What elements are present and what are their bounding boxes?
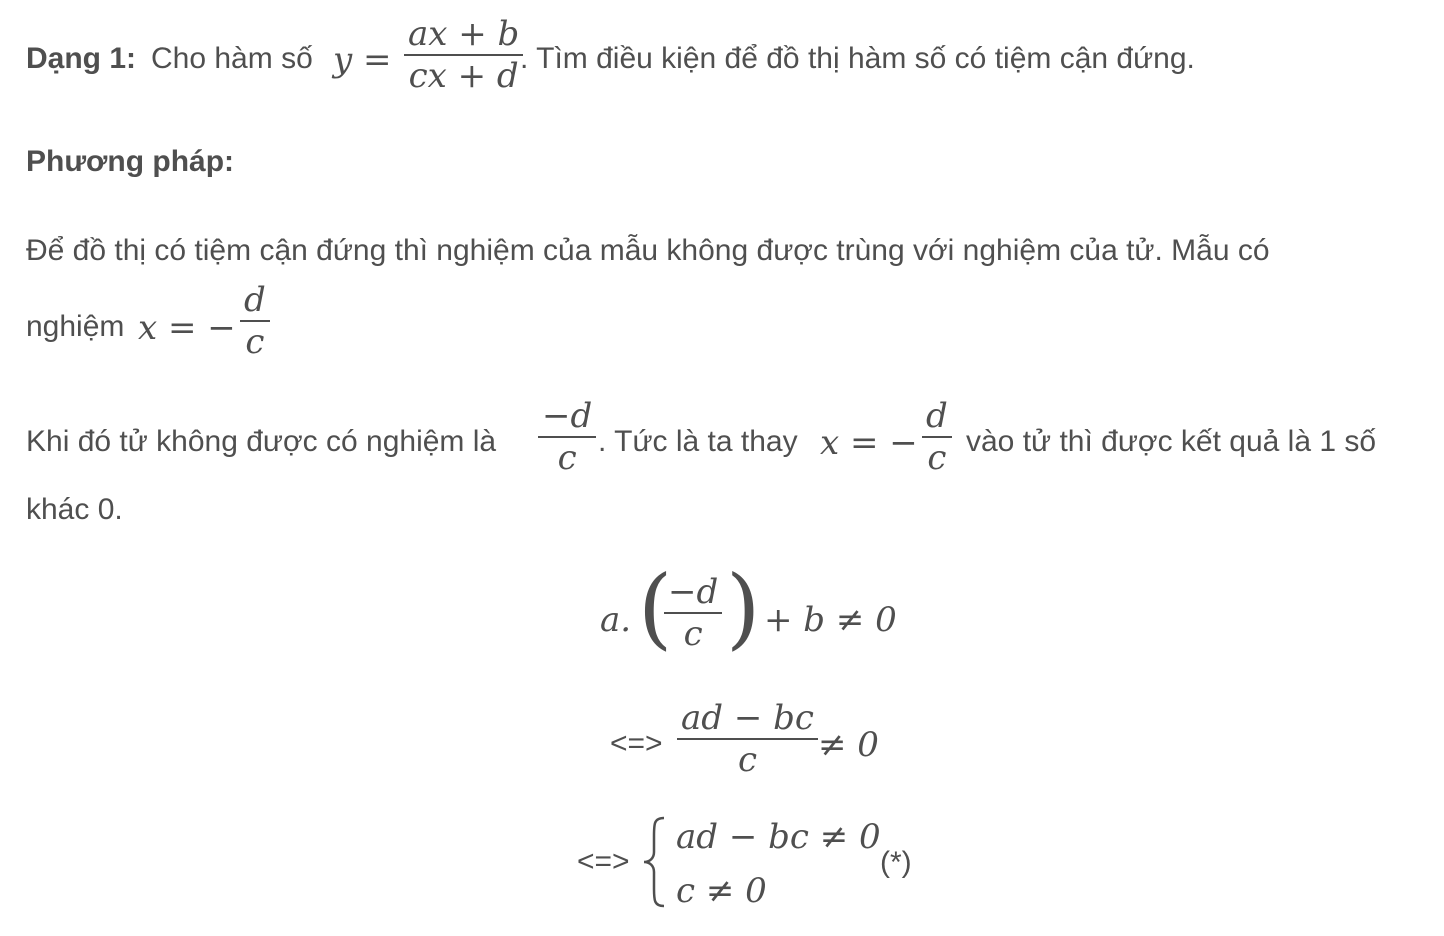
- para2-frac2-den: c: [927, 438, 947, 478]
- eq1-right-paren: ): [726, 556, 761, 659]
- eq2-frac-den: c: [737, 740, 757, 780]
- eq1-frac-den: c: [683, 614, 703, 654]
- para2-frac2-num: d: [926, 396, 948, 436]
- eq1-a-dot: a.: [600, 600, 632, 640]
- dang1-y-eq: y =: [333, 40, 392, 80]
- eq3-left-brace: [640, 814, 672, 910]
- eq2-rest: ≠ 0: [818, 725, 879, 765]
- para2-fraction-2: [922, 396, 952, 478]
- para2-line2: khác 0.: [26, 493, 123, 526]
- eq3-line2: c ≠ 0: [676, 871, 767, 911]
- eq3-star: (*): [880, 846, 912, 879]
- para2-frac1-num: −d: [542, 396, 593, 436]
- dang1-fraction: [404, 14, 523, 96]
- eq2-arrow: <=>: [610, 727, 663, 760]
- para2-text2: . Tức là ta thay: [598, 425, 798, 458]
- eq1-rest: + b ≠ 0: [764, 600, 897, 640]
- para1-line1: Để đồ thị có tiệm cận đứng thì nghiệm của mẫu không được trùng với nghiệm của tử. Mẫu có: [26, 234, 1270, 267]
- eq2-fraction: [677, 698, 818, 780]
- para2-text1: Khi đó tử không được có nghiệm là: [26, 425, 497, 458]
- para1-fraction: [240, 280, 270, 362]
- eq1-frac-num: −d: [668, 572, 719, 612]
- para1-frac-den: c: [245, 322, 265, 362]
- dang1-frac-den: cx + d: [408, 56, 519, 96]
- dang1-frac-num: ax + b: [408, 14, 520, 54]
- dang1-text-after: . Tìm điều kiện để đồ thị hàm số có tiệm cận đứng.: [520, 42, 1195, 75]
- para2-text3: vào tử thì được kết quả là 1 số: [966, 425, 1377, 458]
- eq3-line1: ad − bc ≠ 0: [676, 817, 881, 857]
- dang1-text-before: Cho hàm số: [151, 42, 313, 75]
- eq1-fraction: [664, 572, 722, 654]
- para2-frac1-den: c: [557, 438, 577, 478]
- phuong-phap-heading: Phương pháp:: [26, 145, 235, 178]
- dang1-label: Dạng 1:: [26, 42, 137, 75]
- eq3-arrow: <=>: [577, 845, 630, 878]
- para2-fraction-1: [538, 396, 596, 478]
- para1-x-eq: x = −: [138, 308, 236, 348]
- para1-frac-num: d: [244, 280, 266, 320]
- para1-line2-text: nghiệm: [26, 310, 125, 343]
- eq2-frac-num: ad − bc: [681, 698, 814, 738]
- eq1-left-paren: (: [638, 556, 673, 659]
- para2-x-eq: x = −: [820, 423, 918, 463]
